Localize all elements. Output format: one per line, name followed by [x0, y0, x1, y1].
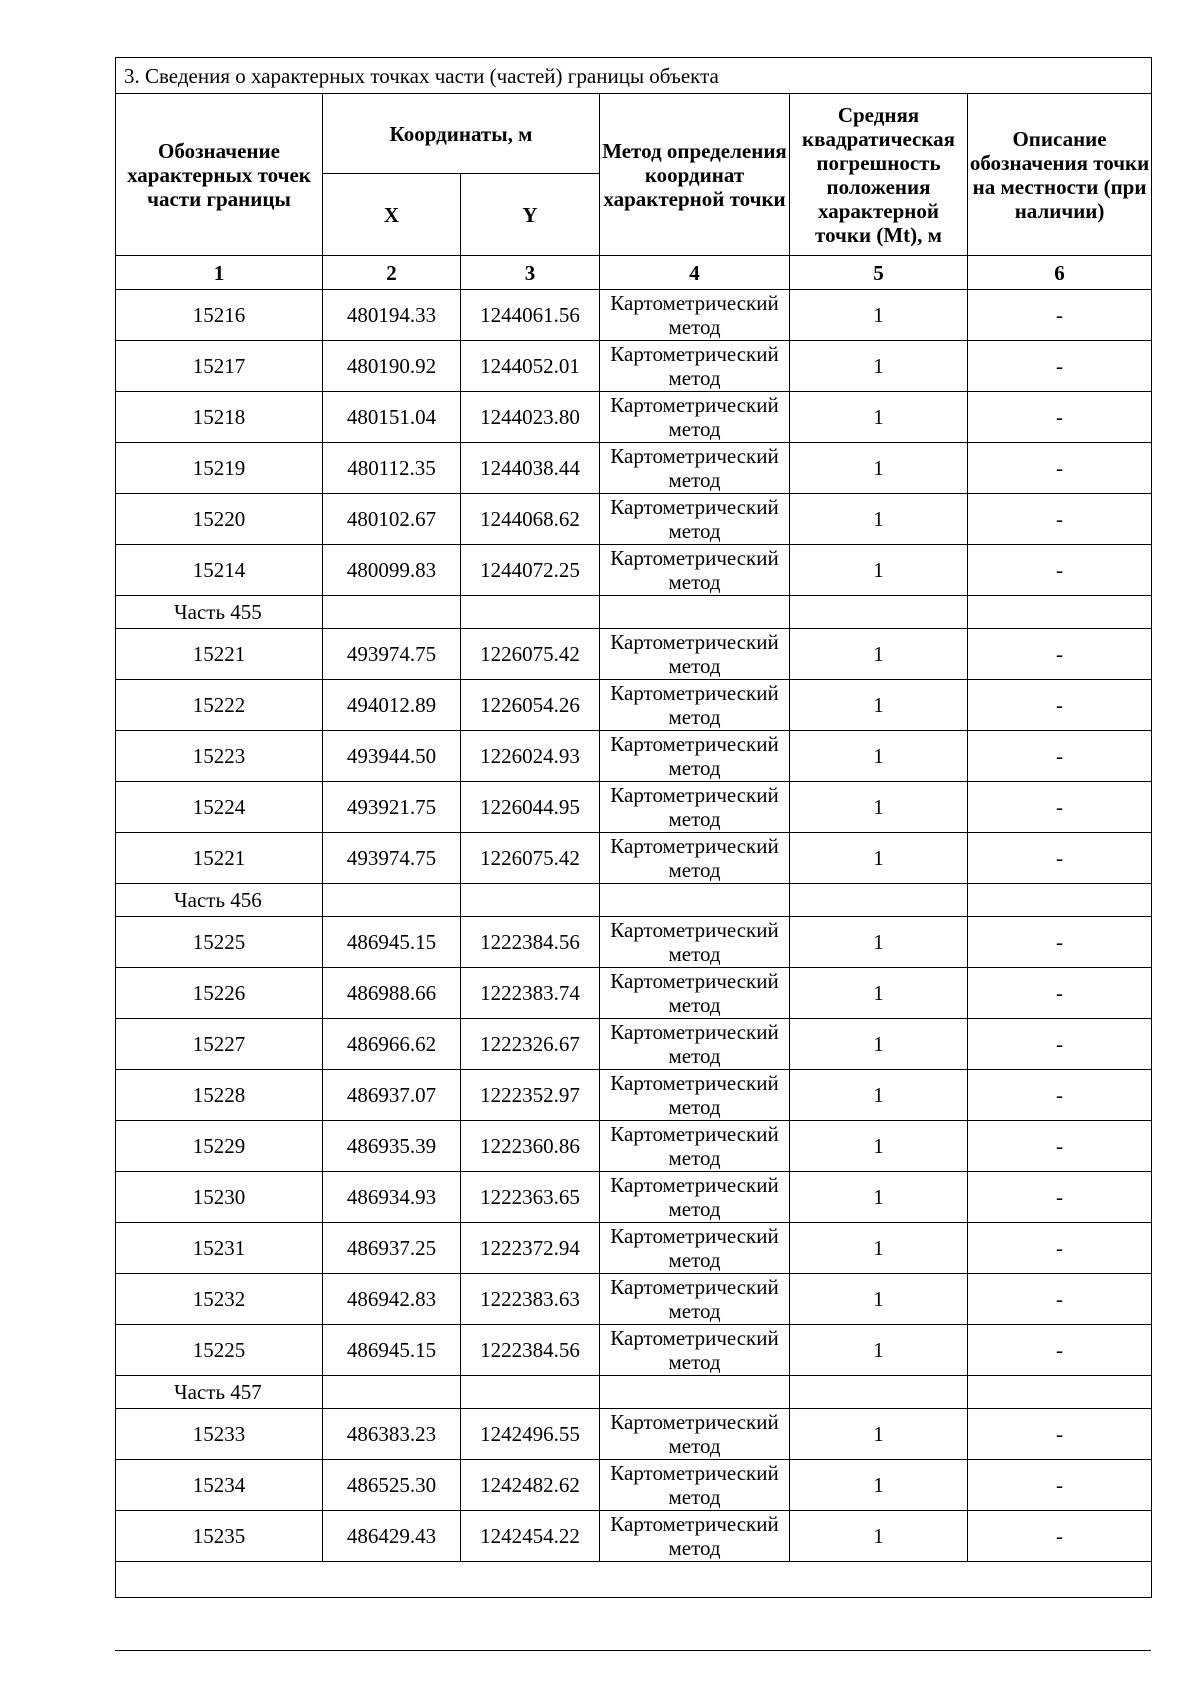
x-coordinate-cell: 486966.62	[323, 1019, 461, 1070]
part-header-row	[116, 884, 1152, 917]
description-cell: -	[968, 680, 1152, 731]
point-cell: 15230	[116, 1172, 323, 1223]
description-cell: -	[968, 443, 1152, 494]
description-cell: -	[968, 1460, 1152, 1511]
method-cell: Картометрический метод	[600, 1070, 790, 1121]
method-cell: Картометрический метод	[600, 833, 790, 884]
point-cell: 15219	[116, 443, 323, 494]
table-row	[116, 680, 1152, 731]
error-cell: 1	[790, 494, 968, 545]
header-description: Описание обозначения точки на местности (при наличии)	[968, 94, 1152, 256]
y-coordinate-cell: 1222360.86	[461, 1121, 600, 1172]
description-cell: -	[968, 494, 1152, 545]
empty-cell	[461, 884, 600, 917]
table-row	[116, 1325, 1152, 1376]
method-cell: Картометрический метод	[600, 968, 790, 1019]
x-coordinate-cell: 486935.39	[323, 1121, 461, 1172]
y-coordinate-cell: 1222363.65	[461, 1172, 600, 1223]
x-coordinate-cell: 494012.89	[323, 680, 461, 731]
x-coordinate-cell: 480190.92	[323, 341, 461, 392]
empty-cell	[461, 596, 600, 629]
description-cell: -	[968, 731, 1152, 782]
description-cell: -	[968, 290, 1152, 341]
empty-cell	[600, 1376, 790, 1409]
empty-cell	[790, 596, 968, 629]
description-cell: -	[968, 1223, 1152, 1274]
table-row	[116, 1274, 1152, 1325]
x-coordinate-cell: 486525.30	[323, 1460, 461, 1511]
y-coordinate-cell: 1222372.94	[461, 1223, 600, 1274]
error-cell: 1	[790, 443, 968, 494]
column-number-1: 1	[116, 256, 323, 290]
empty-cell	[600, 596, 790, 629]
table-row	[116, 1409, 1152, 1460]
column-number-4: 4	[600, 256, 790, 290]
table-row	[116, 1172, 1152, 1223]
method-cell: Картометрический метод	[600, 1460, 790, 1511]
y-coordinate-cell: 1226024.93	[461, 731, 600, 782]
description-cell: -	[968, 1274, 1152, 1325]
y-coordinate-cell: 1244052.01	[461, 341, 600, 392]
description-cell: -	[968, 833, 1152, 884]
error-cell: 1	[790, 782, 968, 833]
empty-footer-row	[116, 1562, 1152, 1598]
part-label: Часть 456	[116, 884, 323, 917]
y-coordinate-cell: 1244061.56	[461, 290, 600, 341]
table-row	[116, 629, 1152, 680]
point-cell: 15224	[116, 782, 323, 833]
x-coordinate-cell: 480194.33	[323, 290, 461, 341]
point-cell: 15220	[116, 494, 323, 545]
part-header-row	[116, 596, 1152, 629]
table-row	[116, 290, 1152, 341]
description-cell: -	[968, 782, 1152, 833]
x-coordinate-cell: 486945.15	[323, 917, 461, 968]
point-cell: 15229	[116, 1121, 323, 1172]
error-cell: 1	[790, 1223, 968, 1274]
point-cell: 15222	[116, 680, 323, 731]
description-cell: -	[968, 1019, 1152, 1070]
empty-cell	[600, 884, 790, 917]
table-row	[116, 968, 1152, 1019]
y-coordinate-cell: 1222352.97	[461, 1070, 600, 1121]
error-cell: 1	[790, 545, 968, 596]
point-cell: 15218	[116, 392, 323, 443]
point-cell: 15226	[116, 968, 323, 1019]
y-coordinate-cell: 1244023.80	[461, 392, 600, 443]
error-cell: 1	[790, 833, 968, 884]
point-cell: 15216	[116, 290, 323, 341]
error-cell: 1	[790, 968, 968, 1019]
y-coordinate-cell: 1226075.42	[461, 629, 600, 680]
method-cell: Картометрический метод	[600, 1325, 790, 1376]
x-coordinate-cell: 486942.83	[323, 1274, 461, 1325]
y-coordinate-cell: 1222383.63	[461, 1274, 600, 1325]
description-cell: -	[968, 917, 1152, 968]
empty-footer-cell	[116, 1562, 1152, 1598]
point-cell: 15232	[116, 1274, 323, 1325]
section-title: 3. Сведения о характерных точках части (частей) границы объекта	[116, 58, 1152, 94]
point-cell: 15223	[116, 731, 323, 782]
part-header-row	[116, 1376, 1152, 1409]
x-coordinate-cell: 486937.25	[323, 1223, 461, 1274]
error-cell: 1	[790, 680, 968, 731]
header-method: Метод определения координат характерной точки	[600, 94, 790, 256]
column-number-3: 3	[461, 256, 600, 290]
point-cell: 15221	[116, 629, 323, 680]
empty-cell	[323, 1376, 461, 1409]
empty-cell	[323, 884, 461, 917]
table-row	[116, 1460, 1152, 1511]
point-cell: 15234	[116, 1460, 323, 1511]
page-footer-line	[115, 1650, 1151, 1651]
error-cell: 1	[790, 917, 968, 968]
header-point: Обозначение характерных точек части границы	[116, 94, 323, 256]
description-cell: -	[968, 1121, 1152, 1172]
y-coordinate-cell: 1226075.42	[461, 833, 600, 884]
table-row	[116, 1511, 1152, 1562]
error-cell: 1	[790, 1121, 968, 1172]
error-cell: 1	[790, 1460, 968, 1511]
table-row	[116, 917, 1152, 968]
y-coordinate-cell: 1242454.22	[461, 1511, 600, 1562]
method-cell: Картометрический метод	[600, 290, 790, 341]
description-cell: -	[968, 968, 1152, 1019]
y-coordinate-cell: 1222383.74	[461, 968, 600, 1019]
description-cell: -	[968, 1409, 1152, 1460]
x-coordinate-cell: 486429.43	[323, 1511, 461, 1562]
description-cell: -	[968, 545, 1152, 596]
method-cell: Картометрический метод	[600, 731, 790, 782]
table-row	[116, 1223, 1152, 1274]
description-cell: -	[968, 629, 1152, 680]
table-row	[116, 1019, 1152, 1070]
description-cell: -	[968, 1070, 1152, 1121]
description-cell: -	[968, 1325, 1152, 1376]
point-cell: 15228	[116, 1070, 323, 1121]
method-cell: Картометрический метод	[600, 1274, 790, 1325]
y-coordinate-cell: 1222384.56	[461, 1325, 600, 1376]
y-coordinate-cell: 1222384.56	[461, 917, 600, 968]
x-coordinate-cell: 493974.75	[323, 833, 461, 884]
error-cell: 1	[790, 1274, 968, 1325]
header-x: X	[323, 174, 461, 256]
x-coordinate-cell: 480151.04	[323, 392, 461, 443]
x-coordinate-cell: 486383.23	[323, 1409, 461, 1460]
empty-cell	[790, 1376, 968, 1409]
point-cell: 15231	[116, 1223, 323, 1274]
empty-cell	[461, 1376, 600, 1409]
point-cell: 15235	[116, 1511, 323, 1562]
header-y: Y	[461, 174, 600, 256]
empty-cell	[968, 596, 1152, 629]
table-row	[116, 782, 1152, 833]
error-cell: 1	[790, 731, 968, 782]
error-cell: 1	[790, 1070, 968, 1121]
y-coordinate-cell: 1244038.44	[461, 443, 600, 494]
method-cell: Картометрический метод	[600, 545, 790, 596]
method-cell: Картометрический метод	[600, 917, 790, 968]
method-cell: Картометрический метод	[600, 341, 790, 392]
point-cell: 15225	[116, 1325, 323, 1376]
method-cell: Картометрический метод	[600, 1172, 790, 1223]
table-row	[116, 392, 1152, 443]
y-coordinate-cell: 1242496.55	[461, 1409, 600, 1460]
table-row	[116, 1070, 1152, 1121]
method-cell: Картометрический метод	[600, 443, 790, 494]
error-cell: 1	[790, 1511, 968, 1562]
empty-cell	[968, 1376, 1152, 1409]
table-row	[116, 1121, 1152, 1172]
table-row	[116, 833, 1152, 884]
x-coordinate-cell: 493921.75	[323, 782, 461, 833]
error-cell: 1	[790, 392, 968, 443]
description-cell: -	[968, 392, 1152, 443]
x-coordinate-cell: 486937.07	[323, 1070, 461, 1121]
error-cell: 1	[790, 1409, 968, 1460]
method-cell: Картометрический метод	[600, 1511, 790, 1562]
y-coordinate-cell: 1244068.62	[461, 494, 600, 545]
method-cell: Картометрический метод	[600, 1409, 790, 1460]
description-cell: -	[968, 1511, 1152, 1562]
x-coordinate-cell: 486934.93	[323, 1172, 461, 1223]
x-coordinate-cell: 493944.50	[323, 731, 461, 782]
description-cell: -	[968, 1172, 1152, 1223]
point-cell: 15221	[116, 833, 323, 884]
y-coordinate-cell: 1244072.25	[461, 545, 600, 596]
part-label: Часть 455	[116, 596, 323, 629]
description-cell: -	[968, 341, 1152, 392]
column-number-5: 5	[790, 256, 968, 290]
column-number-6: 6	[968, 256, 1152, 290]
y-coordinate-cell: 1226054.26	[461, 680, 600, 731]
point-cell: 15233	[116, 1409, 323, 1460]
header-error: Средняя квадратическая погрешность положения характерной точки (Mt), м	[790, 94, 968, 256]
y-coordinate-cell: 1242482.62	[461, 1460, 600, 1511]
error-cell: 1	[790, 629, 968, 680]
error-cell: 1	[790, 1325, 968, 1376]
table-row	[116, 341, 1152, 392]
part-label: Часть 457	[116, 1376, 323, 1409]
method-cell: Картометрический метод	[600, 1019, 790, 1070]
empty-cell	[968, 884, 1152, 917]
empty-cell	[790, 884, 968, 917]
header-coords: Координаты, м	[323, 94, 600, 174]
empty-cell	[323, 596, 461, 629]
x-coordinate-cell: 486988.66	[323, 968, 461, 1019]
method-cell: Картометрический метод	[600, 494, 790, 545]
y-coordinate-cell: 1222326.67	[461, 1019, 600, 1070]
method-cell: Картометрический метод	[600, 392, 790, 443]
y-coordinate-cell: 1226044.95	[461, 782, 600, 833]
table-body	[116, 290, 1152, 1562]
method-cell: Картометрический метод	[600, 782, 790, 833]
point-cell: 15225	[116, 917, 323, 968]
error-cell: 1	[790, 290, 968, 341]
point-cell: 15217	[116, 341, 323, 392]
table-row	[116, 443, 1152, 494]
point-cell: 15214	[116, 545, 323, 596]
x-coordinate-cell: 480112.35	[323, 443, 461, 494]
error-cell: 1	[790, 1019, 968, 1070]
table-row	[116, 731, 1152, 782]
method-cell: Картометрический метод	[600, 1223, 790, 1274]
method-cell: Картометрический метод	[600, 680, 790, 731]
method-cell: Картометрический метод	[600, 1121, 790, 1172]
boundary-points-table	[115, 57, 1152, 1598]
x-coordinate-cell: 486945.15	[323, 1325, 461, 1376]
method-cell: Картометрический метод	[600, 629, 790, 680]
table-row	[116, 545, 1152, 596]
x-coordinate-cell: 493974.75	[323, 629, 461, 680]
point-cell: 15227	[116, 1019, 323, 1070]
error-cell: 1	[790, 341, 968, 392]
error-cell: 1	[790, 1172, 968, 1223]
x-coordinate-cell: 480099.83	[323, 545, 461, 596]
table-row	[116, 494, 1152, 545]
column-number-2: 2	[323, 256, 461, 290]
x-coordinate-cell: 480102.67	[323, 494, 461, 545]
